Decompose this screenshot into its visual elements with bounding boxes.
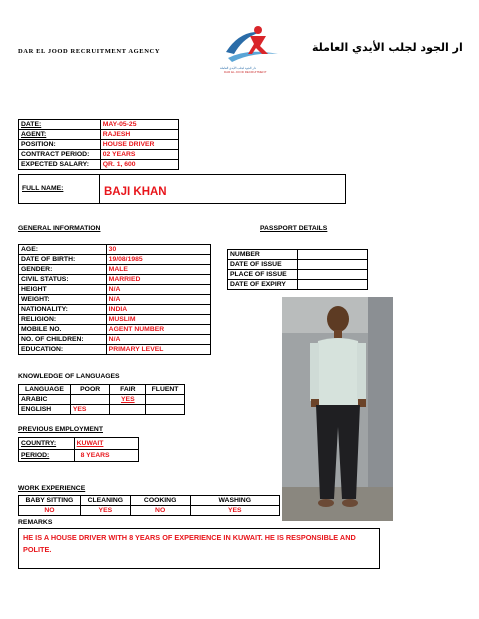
country-value: KUWAIT bbox=[74, 438, 138, 450]
agent-value: RAJESH bbox=[100, 130, 178, 140]
languages-title: KNOWLEDGE OF LANGUAGES bbox=[18, 373, 120, 380]
passport-title: PASSPORT DETAILS bbox=[260, 225, 328, 232]
dob-value: 19/08/1985 bbox=[106, 255, 210, 265]
nationality-label: NATIONALITY: bbox=[19, 305, 107, 315]
fair-value: YES bbox=[110, 395, 146, 405]
issue-place-value bbox=[297, 270, 367, 280]
fluent-col-header: FLUENT bbox=[146, 385, 185, 395]
poor-value bbox=[70, 395, 110, 405]
fair-col-header: FAIR bbox=[110, 385, 146, 395]
passport-number-label: NUMBER bbox=[228, 250, 298, 260]
height-value: N/A bbox=[106, 285, 210, 295]
expected-salary-value: QR. 1, 600 bbox=[100, 160, 178, 170]
table-row bbox=[19, 345, 211, 355]
table-row bbox=[228, 250, 368, 260]
baby-sitting-value: NO bbox=[19, 506, 81, 516]
job-details-table bbox=[18, 119, 179, 170]
full-name-box bbox=[18, 174, 346, 204]
position-value: HOUSE DRIVER bbox=[100, 140, 178, 150]
applicant-photo bbox=[282, 297, 393, 521]
weight-label: WEIGHT: bbox=[19, 295, 107, 305]
passport-number-value bbox=[297, 250, 367, 260]
table-row bbox=[19, 150, 179, 160]
table-row bbox=[228, 280, 368, 290]
issue-place-label: PLACE OF ISSUE bbox=[228, 270, 298, 280]
poor-col-header: POOR bbox=[70, 385, 110, 395]
children-value: N/A bbox=[106, 335, 210, 345]
education-label: EDUCATION: bbox=[19, 345, 107, 355]
gender-label: GENDER: bbox=[19, 265, 107, 275]
table-row bbox=[19, 295, 211, 305]
poor-value: YES bbox=[70, 405, 110, 415]
table-row bbox=[19, 160, 179, 170]
period-label: PERIOD: bbox=[19, 450, 75, 462]
table-row bbox=[228, 260, 368, 270]
date-value: MAY-05-25 bbox=[100, 120, 178, 130]
issue-date-value bbox=[297, 260, 367, 270]
table-row bbox=[19, 285, 211, 295]
civil-status-label: CIVIL STATUS: bbox=[19, 275, 107, 285]
civil-status-value: MARRIED bbox=[106, 275, 210, 285]
table-header-row bbox=[19, 385, 185, 395]
table-row bbox=[19, 438, 139, 450]
table-row bbox=[19, 305, 211, 315]
nationality-value: INDIA bbox=[106, 305, 210, 315]
table-row bbox=[19, 405, 185, 415]
issue-date-label: DATE OF ISSUE bbox=[228, 260, 298, 270]
language-col-header: LANGUAGE bbox=[19, 385, 71, 395]
religion-value: MUSLIM bbox=[106, 315, 210, 325]
table-row bbox=[19, 130, 179, 140]
general-info-table bbox=[18, 244, 211, 355]
gender-value: MALE bbox=[106, 265, 210, 275]
period-value: 8 YEARS bbox=[74, 450, 138, 462]
experience-title: WORK EXPERIENCE bbox=[18, 485, 86, 492]
table-row bbox=[19, 255, 211, 265]
table-row bbox=[19, 120, 179, 130]
dob-label: DATE OF BIRTH: bbox=[19, 255, 107, 265]
country-label: COUNTRY: bbox=[19, 438, 75, 450]
table-row bbox=[19, 315, 211, 325]
table-row bbox=[19, 506, 280, 516]
contract-period-label: CONTRACT PERIOD: bbox=[19, 150, 101, 160]
fair-value bbox=[110, 405, 146, 415]
table-row bbox=[19, 275, 211, 285]
cooking-value: NO bbox=[130, 506, 190, 516]
agency-name-arabic: ار الجود لجلب الأيدي العاملة bbox=[312, 41, 463, 54]
employment-title: PREVIOUS EMPLOYMENT bbox=[18, 426, 103, 433]
full-name-label: FULL NAME: bbox=[22, 185, 64, 192]
age-value: 30 bbox=[106, 245, 210, 255]
table-row bbox=[19, 245, 211, 255]
table-row bbox=[19, 335, 211, 345]
cooking-header: COOKING bbox=[130, 496, 190, 506]
remarks-title: REMARKS bbox=[18, 519, 53, 526]
expiry-date-label: DATE OF EXPIRY bbox=[228, 280, 298, 290]
table-row bbox=[19, 265, 211, 275]
full-name-value: BAJI KHAN bbox=[104, 186, 167, 198]
general-info-title: GENERAL INFORMATION bbox=[18, 225, 101, 232]
fluent-value bbox=[146, 405, 185, 415]
passport-table bbox=[227, 249, 368, 290]
language-name: ARABIC bbox=[19, 395, 71, 405]
age-label: AGE: bbox=[19, 245, 107, 255]
agency-name-english: DAR EL JOOD RECRUITMENT AGENCY bbox=[18, 48, 161, 55]
position-label: POSITION: bbox=[19, 140, 101, 150]
agent-label: AGENT: bbox=[19, 130, 101, 140]
height-label: HEIGHT bbox=[19, 285, 107, 295]
logo-caption-english: DAR EL JOOD RECRUITMENT bbox=[224, 70, 267, 74]
washing-header: WASHING bbox=[190, 496, 279, 506]
washing-value: YES bbox=[190, 506, 279, 516]
mobile-label: MOBILE NO. bbox=[19, 325, 107, 335]
table-header-row bbox=[19, 496, 280, 506]
fluent-value bbox=[146, 395, 185, 405]
logo-caption-arabic: دار الجود لجلب الأيدي العاملة bbox=[220, 66, 256, 70]
agency-logo bbox=[222, 24, 282, 72]
religion-label: RELIGION: bbox=[19, 315, 107, 325]
expiry-date-value bbox=[297, 280, 367, 290]
contract-period-value: 02 YEARS bbox=[100, 150, 178, 160]
languages-table bbox=[18, 384, 185, 415]
table-row bbox=[19, 450, 139, 462]
children-label: NO. OF CHILDREN: bbox=[19, 335, 107, 345]
cleaning-header: CLEANING bbox=[80, 496, 130, 506]
divider bbox=[99, 175, 100, 203]
employment-table bbox=[18, 437, 139, 462]
table-row bbox=[228, 270, 368, 280]
table-row bbox=[19, 140, 179, 150]
baby-sitting-header: BABY SITTING bbox=[19, 496, 81, 506]
table-row bbox=[19, 325, 211, 335]
date-label: DATE: bbox=[19, 120, 101, 130]
expected-salary-label: EXPECTED SALARY: bbox=[19, 160, 101, 170]
experience-table bbox=[18, 495, 280, 516]
weight-value: N/A bbox=[106, 295, 210, 305]
mobile-value: AGENT NUMBER bbox=[106, 325, 210, 335]
remarks-text: HE IS A HOUSE DRIVER WITH 8 YEARS OF EXPERIENCE IN KUWAIT. HE IS RESPONSIBLE AND POLITE. bbox=[18, 528, 380, 569]
table-row bbox=[19, 395, 185, 405]
language-name: ENGLISH bbox=[19, 405, 71, 415]
education-value: PRIMARY LEVEL bbox=[106, 345, 210, 355]
cleaning-value: YES bbox=[80, 506, 130, 516]
